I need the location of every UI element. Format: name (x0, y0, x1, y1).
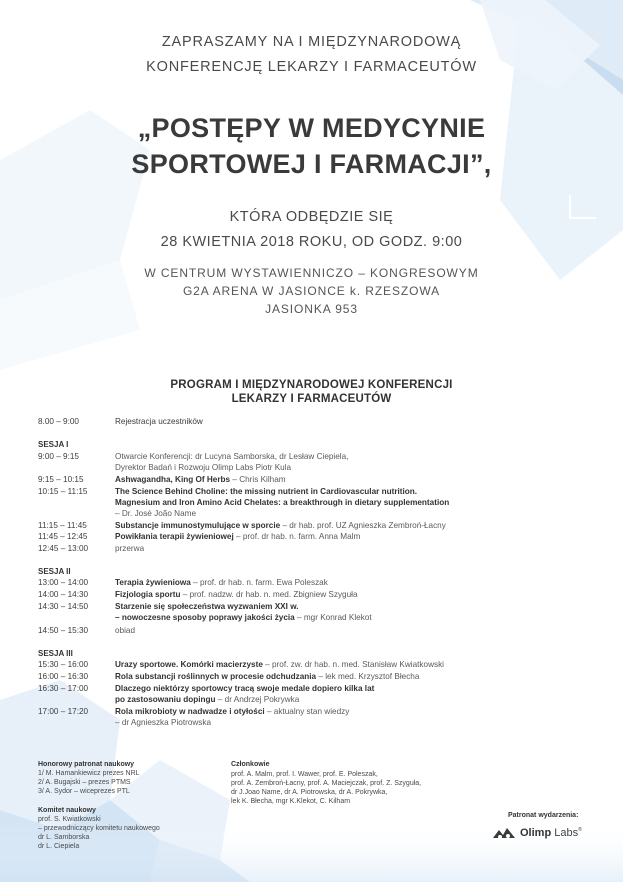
program-title-line-1: PROGRAM I MIĘDZYNARODOWEJ KONFERENCJI (170, 379, 453, 391)
members-line: dr J.Joao Name, dr A. Piotrowska, dr A. Pokrywka, (231, 789, 388, 796)
honorary-patron: 2/ A. Bugajski – prezes PTMS (38, 779, 131, 786)
program-description: The Science Behind Choline: the missing nutrient in Cardiovascular nutrition. (115, 487, 418, 496)
program-time: 10:15 – 11:15 (38, 487, 88, 496)
program-time: 13:00 – 14:00 (38, 578, 89, 587)
program-time: 16:30 – 17:00 (38, 684, 89, 693)
program-time: 12:45 – 13:00 (38, 544, 89, 553)
olimp-labs-logo-icon (491, 826, 517, 840)
program-time: 11:45 – 12:45 (38, 532, 88, 541)
program-description: Ashwagandha, King Of Herbs – Chris Kilham (115, 475, 286, 484)
olimp-labs-logo (491, 826, 582, 840)
members-line: prof. A. Zembroń-Łacny, prof. A. Maciejczak, prof. Z. Szyguła, (231, 780, 422, 787)
program-description: Substancje immunostymulujące w sporcie – dr hab. prof. UZ Agnieszka Zembroń-Łacny (115, 521, 446, 530)
program-description: Rola substancji roślinnych w procesie odchudzania – lek med. Krzysztof Błecha (115, 672, 420, 681)
program-description: Magnesium and Iron Amino Acid Chelates: a breakthrough in dietary supplementation (115, 498, 450, 507)
program-time: 15:30 – 16:00 (38, 660, 89, 669)
venue-address: JASIONKA 953 (265, 302, 358, 316)
program-time: 11:15 – 11:45 (38, 521, 87, 530)
program-description: – dr Agnieszka Piotrowska (115, 718, 212, 727)
program-time: 17:00 – 17:20 (38, 707, 89, 716)
honorary-patron: 3/ A. Sydor – wiceprezes PTL (38, 788, 130, 795)
invite-line-1: ZAPRASZAMY NA I MIĘDZYNARODOWĄ (161, 34, 462, 50)
program-description: przerwa (115, 544, 145, 553)
olimp-labs-logo-text: Olimp Labs® (520, 827, 582, 839)
program-time: 14:50 – 15:30 (38, 626, 89, 635)
invite-line-2: KONFERENCJĘ LEKARZY I FARMACEUTÓW (146, 59, 477, 75)
honorary-patronage-heading: Honorowy patronat naukowy (38, 761, 135, 768)
program-description: Powikłania terapii żywieniowej – prof. dr hab. n. farm. Anna Malm (115, 532, 361, 541)
program-description: Otwarcie Konferencji: dr Lucyna Samborska, dr Lesław Ciepiela, (115, 452, 349, 461)
program-description: – Dr. José João Name (115, 509, 197, 518)
program-description: Starzenie się społeczeństwa wyzwaniem XXI w. (115, 602, 299, 611)
program-time: 14:00 – 14:30 (38, 590, 89, 599)
program-description: po zastosowaniu dopingu – dr Andrzej Pokrywka (115, 695, 300, 704)
program-description: Rola mikrobioty w nadwadze i otyłości – aktualny stan wiedzy (115, 707, 350, 716)
venue-line-1: W CENTRUM WYSTAWIENNICZO – KONGRESOWYM (144, 266, 479, 280)
scientific-committee-heading: Komitet naukowy (38, 807, 96, 814)
program-description: Terapia żywieniowa – prof. dr hab. n. farm. Ewa Poleszak (115, 578, 328, 587)
members-line: prof. A. Malm, prof. I. Wawer, prof. E. Poleszak, (231, 771, 378, 778)
venue-line-2: G2A ARENA W JASIONCE k. RZESZOWA (182, 284, 441, 298)
program-description: Fizjologia sportu – prof. nadzw. dr hab. n. med. Zbigniew Szyguła (115, 590, 358, 599)
program-title-line-2: LEKARZY I FARMACEUTÓW (231, 393, 392, 405)
info-line-1: KTÓRA ODBĘDZIE SIĘ (229, 209, 394, 225)
committee-member: – przewodniczący komitetu naukowego (38, 825, 160, 832)
program-description: – nowoczesne sposoby poprawy jakości życia – mgr Konrad Klekot (115, 613, 372, 622)
members-line: lek K. Błecha, mgr K.Klekot, C. Kilham (231, 798, 351, 805)
honorary-patron: 1/ M. Hamankiewicz prezes NRL (38, 770, 140, 777)
committee-member: dr L. Ciepiela (38, 843, 80, 850)
session-1-label: SESJA I (38, 440, 69, 449)
session-3-label: SESJA III (38, 649, 73, 658)
program-description: Rejestracja uczestników (115, 417, 203, 426)
committee-member: prof. S. Kwiatkowski (38, 816, 101, 823)
program-time: 9:00 – 9:15 (38, 452, 79, 461)
conference-title-line-2: SPORTOWEJ I FARMACJI”, (131, 149, 492, 179)
members-heading: Członkowie (231, 761, 270, 768)
conference-title-line-1: „POSTĘPY W MEDYCYNIE (137, 113, 486, 143)
program-time: 9:15 – 10:15 (38, 475, 84, 484)
program-description: Urazy sportowe. Komórki macierzyste – prof. zw. dr hab. n. med. Stanisław Kwiatkowski (115, 660, 445, 669)
program-time: 16:00 – 16:30 (38, 672, 89, 681)
conference-date: 28 KWIETNIA 2018 ROKU, OD GODZ. 9:00 (160, 234, 463, 250)
committee-member: dr L. Samborska (38, 834, 90, 841)
event-patron-label: Patronat wydarzenia: (508, 812, 579, 819)
program-time: 8.00 – 9:00 (38, 417, 79, 426)
program-time: 14:30 – 14:50 (38, 602, 89, 611)
program-description: Dyrektor Badań i Rozwoju Olimp Labs Piotr Kula (115, 463, 292, 472)
program-description: obiad (115, 626, 136, 635)
session-2-label: SESJA II (38, 567, 71, 576)
program-description: Dlaczego niektórzy sportowcy tracą swoje medale dopiero kilka lat (115, 684, 375, 693)
